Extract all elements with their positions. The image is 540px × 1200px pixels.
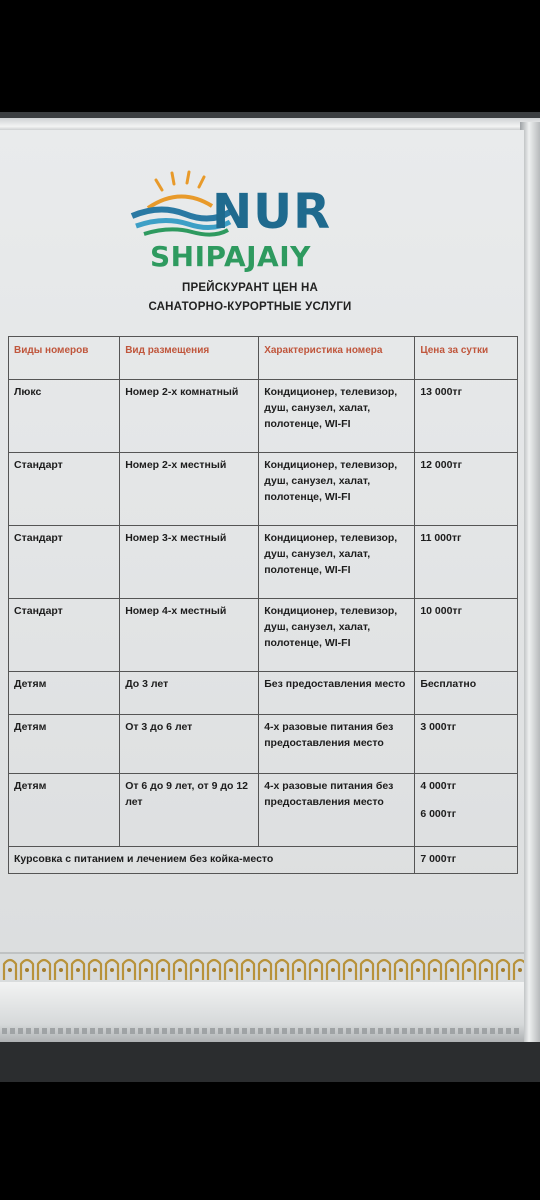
cell-placement: Номер 2-х местный xyxy=(120,453,259,526)
cell-room-type: Детям xyxy=(9,715,120,774)
cell-features: Кондиционер, телевизор, душ, санузел, халат, полотенце, WI-FI xyxy=(259,599,415,672)
cell-room-type: Стандарт xyxy=(9,599,120,672)
cell-room-type: Люкс xyxy=(9,380,120,453)
cell-price: Бесплатно xyxy=(415,672,518,715)
cell-price-secondary: 6 000тг xyxy=(420,808,457,820)
cell-price: 13 000тг xyxy=(415,380,518,453)
cell-price: 3 000тг xyxy=(415,715,518,774)
cell-features: Кондиционер, телевизор, душ, санузел, халат, полотенце, WI-FI xyxy=(259,380,415,453)
cell-price: 4 000тг xyxy=(420,780,457,792)
floor-background xyxy=(0,1042,540,1082)
ornament-pattern-icon xyxy=(0,954,524,984)
cell-price-group xyxy=(415,774,518,847)
frame-ornament-border xyxy=(0,952,524,984)
table-row xyxy=(9,672,518,715)
cell-price: 12 000тг xyxy=(415,453,518,526)
brand-name-main: NUR xyxy=(212,184,332,240)
cell-features: Без предоставления место xyxy=(259,672,415,715)
table-row xyxy=(9,380,518,453)
cell-placement: От 6 до 9 лет, от 9 до 12 лет xyxy=(120,774,259,847)
table-footer-row xyxy=(9,847,518,874)
footer-label: Курсовка с питанием и лечением без койка-место xyxy=(9,847,415,874)
cell-features: Кондиционер, телевизор, душ, санузел, халат, полотенце, WI-FI xyxy=(259,453,415,526)
cell-features: 4-х разовые питания без предоставления место xyxy=(259,774,415,847)
header-features: Характеристика номера xyxy=(259,337,415,380)
cell-room-type: Детям xyxy=(9,774,120,847)
cell-placement: Номер 4-х местный xyxy=(120,599,259,672)
cell-placement: Номер 3-х местный xyxy=(120,526,259,599)
header-price: Цена за сутки xyxy=(415,337,518,380)
cell-placement: Номер 2-х комнатный xyxy=(120,380,259,453)
price-list-title: ПРЕЙСКУРАНТ ЦЕН НА xyxy=(182,282,318,294)
cell-placement: От 3 до 6 лет xyxy=(120,715,259,774)
table-row xyxy=(9,774,518,847)
cell-room-type: Детям xyxy=(9,672,120,715)
header-placement: Вид размещения xyxy=(120,337,259,380)
table-row xyxy=(9,453,518,526)
cell-placement: До 3 лет xyxy=(120,672,259,715)
footer-price: 7 000тг xyxy=(415,847,518,874)
cell-price: 11 000тг xyxy=(415,526,518,599)
cell-features: 4-х разовые питания без предоставления место xyxy=(259,715,415,774)
brand-name-sub: SHIPAJAIY xyxy=(150,240,311,273)
price-list-subtitle: САНАТОРНО-КУРОРТНЫЕ УСЛУГИ xyxy=(148,301,352,313)
table-row xyxy=(9,526,518,599)
cell-room-type: Стандарт xyxy=(9,453,120,526)
bead-trim-icon xyxy=(0,1026,524,1036)
price-table xyxy=(8,336,518,874)
table-row xyxy=(9,599,518,672)
cell-price: 10 000тг xyxy=(415,599,518,672)
cell-features: Кондиционер, телевизор, душ, санузел, халат, полотенце, WI-FI xyxy=(259,526,415,599)
table-row xyxy=(9,715,518,774)
header-room-type: Виды номеров xyxy=(9,337,120,380)
table-header-row xyxy=(9,337,518,380)
cell-room-type: Стандарт xyxy=(9,526,120,599)
